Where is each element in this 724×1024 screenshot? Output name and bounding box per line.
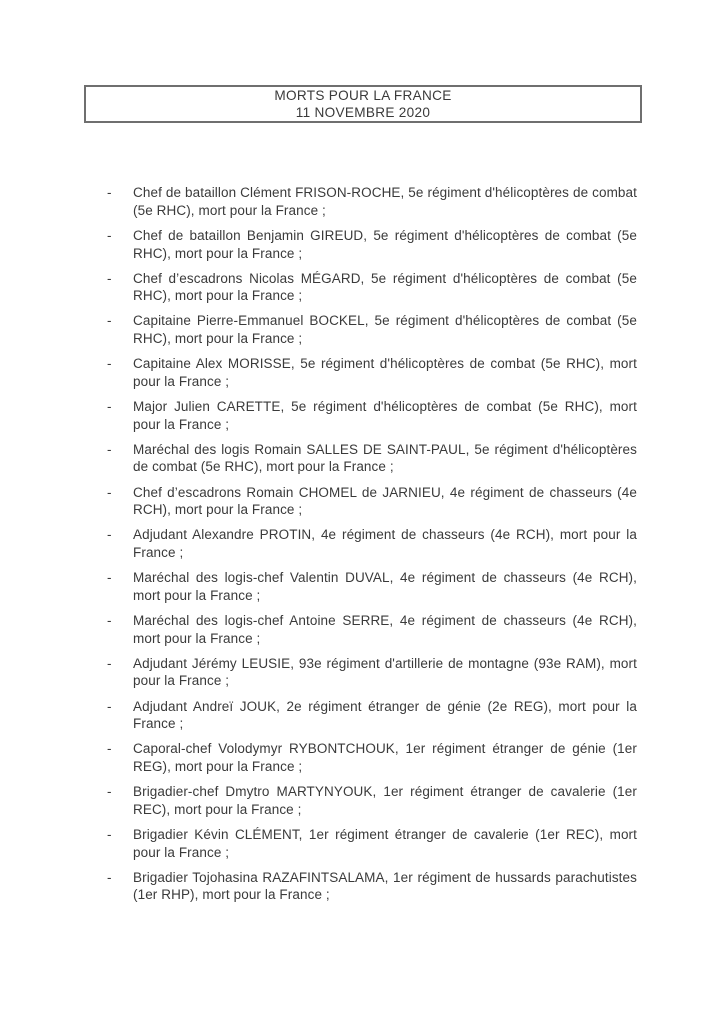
list-item xyxy=(103,312,637,347)
list-dash: - xyxy=(107,227,112,243)
list-item xyxy=(103,484,637,519)
memorial-list xyxy=(103,184,637,912)
list-dash: - xyxy=(107,527,112,543)
title-line-2: 11 NOVEMBRE 2020 xyxy=(295,105,431,120)
list-dash: - xyxy=(107,612,112,628)
title-line-1: MORTS POUR LA FRANCE xyxy=(274,88,452,103)
list-dash: - xyxy=(107,570,112,586)
list-dash: - xyxy=(107,784,112,800)
list-dash: - xyxy=(107,655,112,671)
list-item-text: Brigadier Tojohasina RAZAFINTSALAMA, 1er régiment de hussards parachutistes (1er RHP), mort pour la France ; xyxy=(133,869,637,903)
list-item xyxy=(103,826,637,861)
list-dash: - xyxy=(107,441,112,457)
list-item-text: Maréchal des logis-chef Valentin DUVAL, 4e régiment de chasseurs (4e RCH), mort pour la France ; xyxy=(133,570,637,603)
list-item xyxy=(103,698,637,733)
list-item-text: Major Julien CARETTE, 5e régiment d'hélicoptères de combat (5e RHC), mort pour la France ; xyxy=(133,398,637,432)
list-item xyxy=(103,184,637,219)
list-dash: - xyxy=(107,398,112,414)
list-item xyxy=(103,655,637,690)
list-dash: - xyxy=(107,356,112,372)
list-dash: - xyxy=(107,270,112,286)
list-item-text: Adjudant Jérémy LEUSIE, 93e régiment d'artillerie de montagne (93e RAM), mort pour la France ; xyxy=(133,655,637,689)
list-item-text: Brigadier Kévin CLÉMENT, 1er régiment étranger de cavalerie (1er REC), mort pour la France ; xyxy=(133,826,637,860)
list-item xyxy=(103,355,637,390)
list-item xyxy=(103,227,637,262)
list-item-text: Chef de bataillon Benjamin GIREUD, 5e régiment d'hélicoptères de combat (5e RHC), mort pour la France ; xyxy=(133,227,637,261)
list-item-text: Maréchal des logis-chef Antoine SERRE, 4e régiment de chasseurs (4e RCH), mort pour la France ; xyxy=(133,612,637,646)
list-item-text: Adjudant Andreï JOUK, 2e régiment étranger de génie (2e REG), mort pour la France ; xyxy=(133,698,637,732)
list-dash: - xyxy=(107,698,112,714)
list-dash: - xyxy=(107,869,112,885)
list-item xyxy=(103,569,637,604)
list-dash: - xyxy=(107,741,112,757)
title-box xyxy=(84,85,642,123)
list-item-text: Brigadier-chef Dmytro MARTYNYOUK, 1er régiment étranger de cavalerie (1er REC), mort pour la France ; xyxy=(133,784,637,817)
list-dash: - xyxy=(107,313,112,329)
list-item-text: Caporal-chef Volodymyr RYBONTCHOUK, 1er régiment étranger de génie (1er REG), mort pour la France ; xyxy=(133,741,637,775)
list-item xyxy=(103,612,637,647)
list-item-text: Chef de bataillon Clément FRISON-ROCHE, 5e régiment d'hélicoptères de combat (5e RHC), mort pour la France ; xyxy=(133,185,637,218)
list-item-text: Capitaine Pierre-Emmanuel BOCKEL, 5e régiment d'hélicoptères de combat (5e RHC), mort pour la France ; xyxy=(133,313,637,347)
list-item xyxy=(103,783,637,818)
list-item-text: Chef d’escadrons Nicolas MÉGARD, 5e régiment d'hélicoptères de combat (5e RHC), mort pour la France ; xyxy=(133,270,637,304)
list-dash: - xyxy=(107,185,112,200)
list-item-text: Maréchal des logis Romain SALLES DE SAINT-PAUL, 5e régiment d'hélicoptères de combat (5e RHC), mort pour la France ; xyxy=(133,441,637,475)
list-dash: - xyxy=(107,826,112,842)
list-item xyxy=(103,526,637,561)
list-item xyxy=(103,869,637,904)
list-item xyxy=(103,441,637,476)
list-item xyxy=(103,398,637,433)
list-item xyxy=(103,270,637,305)
list-item xyxy=(103,740,637,775)
list-dash: - xyxy=(107,484,112,500)
list-item-text: Capitaine Alex MORISSE, 5e régiment d'hélicoptères de combat (5e RHC), mort pour la France ; xyxy=(133,356,637,389)
list-item-text: Chef d’escadrons Romain CHOMEL de JARNIEU, 4e régiment de chasseurs (4e RCH), mort pour la France ; xyxy=(133,484,637,518)
list-item-text: Adjudant Alexandre PROTIN, 4e régiment de chasseurs (4e RCH), mort pour la France ; xyxy=(133,527,637,561)
